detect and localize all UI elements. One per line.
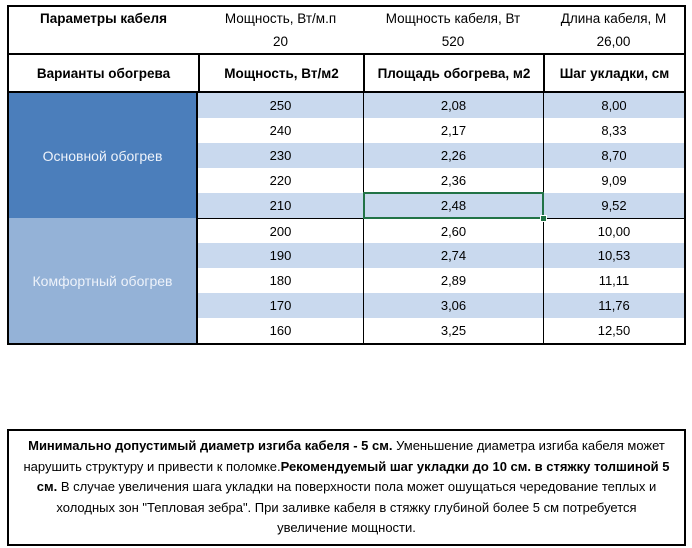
table-row (198, 243, 684, 268)
param-cable-length-value[interactable]: 26,00 (596, 34, 631, 49)
param-cable-power-value[interactable]: 520 (441, 34, 465, 49)
col-header-power[interactable]: Мощность, Вт/м2 (198, 55, 363, 91)
param-power-per-meter-value[interactable]: 20 (272, 34, 289, 49)
cell-step[interactable]: 8,33 (543, 118, 684, 143)
selected-cell[interactable]: 2,48 (363, 193, 543, 218)
cell-area[interactable]: 2,60 (363, 218, 543, 243)
data-rows (198, 93, 684, 343)
group-label-main-heating[interactable]: Основной обогрев (9, 93, 196, 218)
note-segment: Уменьшение диаметра изгиба кабеля может нарушить структуру и привести к поломке. (23, 438, 665, 474)
cell-step[interactable]: 10,53 (543, 243, 684, 268)
cell-step[interactable]: 8,70 (543, 143, 684, 168)
heating-table-body (9, 93, 684, 343)
col-header-variants[interactable]: Варианты обогрева (36, 65, 171, 81)
param-power-per-meter-header[interactable]: Мощность, Вт/м.п (224, 11, 337, 26)
table-row (198, 118, 684, 143)
table-row (198, 168, 684, 193)
table-row (198, 143, 684, 168)
cell-step[interactable]: 12,50 (543, 318, 684, 343)
note-segment: В случае увеличения шага укладки на поверхности пола может ошущаться чередование теплых и холодных зон "Тепловая зебра". При заливке кабеля в стяжку глубиной более 5 см потребуется увеличение мощности. (56, 479, 657, 536)
cell-power[interactable]: 200 (198, 218, 363, 243)
cell-power[interactable]: 250 (269, 98, 292, 113)
table-row (198, 218, 684, 243)
cell-power[interactable]: 160 (269, 323, 292, 338)
cable-params-block (9, 7, 684, 55)
cell-power[interactable]: 170 (269, 298, 292, 313)
heating-cable-table (7, 5, 686, 345)
cell-step[interactable]: 10,00 (543, 218, 684, 243)
cell-area[interactable]: 2,89 (363, 268, 543, 293)
cell-power[interactable]: 190 (269, 248, 292, 263)
cell-area[interactable]: 2,17 (363, 118, 543, 143)
column-header-row (9, 55, 684, 93)
table-row (198, 93, 684, 118)
cell-power[interactable]: 210 (269, 198, 292, 213)
col-header-step[interactable]: Шаг укладки, см (543, 55, 684, 91)
table-row (198, 318, 684, 343)
note-segment: Минимально допустимый диаметр изгиба кабеля - 5 см. (28, 438, 393, 454)
cell-area[interactable]: 2,36 (363, 168, 543, 193)
col-header-area[interactable]: Площадь обогрева, м2 (363, 55, 543, 91)
cell-area[interactable]: 3,06 (363, 293, 543, 318)
cell-power[interactable]: 230 (269, 148, 292, 163)
cell-step[interactable]: 9,52 (543, 193, 684, 218)
fill-handle[interactable] (540, 215, 547, 222)
param-empty-cell[interactable] (9, 30, 198, 53)
note-text (21, 436, 672, 539)
cell-step[interactable]: 9,09 (543, 168, 684, 193)
param-cable-power-header[interactable]: Мощность кабеля, Вт (385, 11, 521, 26)
param-cable-length-header[interactable]: Длина кабеля, М (560, 11, 667, 26)
cell-area[interactable]: 2,08 (363, 93, 543, 118)
cell-step[interactable]: 8,00 (543, 93, 684, 118)
cell-step[interactable]: 11,11 (543, 268, 684, 293)
cell-power[interactable]: 240 (269, 123, 292, 138)
group-label-comfort-heating[interactable]: Комфортный обогрев (9, 218, 196, 343)
table-row (198, 293, 684, 318)
cell-area[interactable]: 2,74 (363, 243, 543, 268)
table-row (198, 193, 684, 218)
cell-area[interactable]: 2,26 (363, 143, 543, 168)
cell-area[interactable]: 3,25 (363, 318, 543, 343)
cell-power[interactable]: 180 (269, 273, 292, 288)
note-segment: Рекомендуемый шаг укладки до 10 см. в стяжку толшиной 5 см. (36, 458, 670, 495)
params-table-title[interactable]: Параметры кабеля (40, 11, 167, 26)
cell-power[interactable]: 220 (269, 173, 292, 188)
table-row (198, 268, 684, 293)
heating-variant-column (9, 93, 198, 343)
note-box[interactable] (7, 429, 686, 546)
cell-step[interactable]: 11,76 (543, 293, 684, 318)
